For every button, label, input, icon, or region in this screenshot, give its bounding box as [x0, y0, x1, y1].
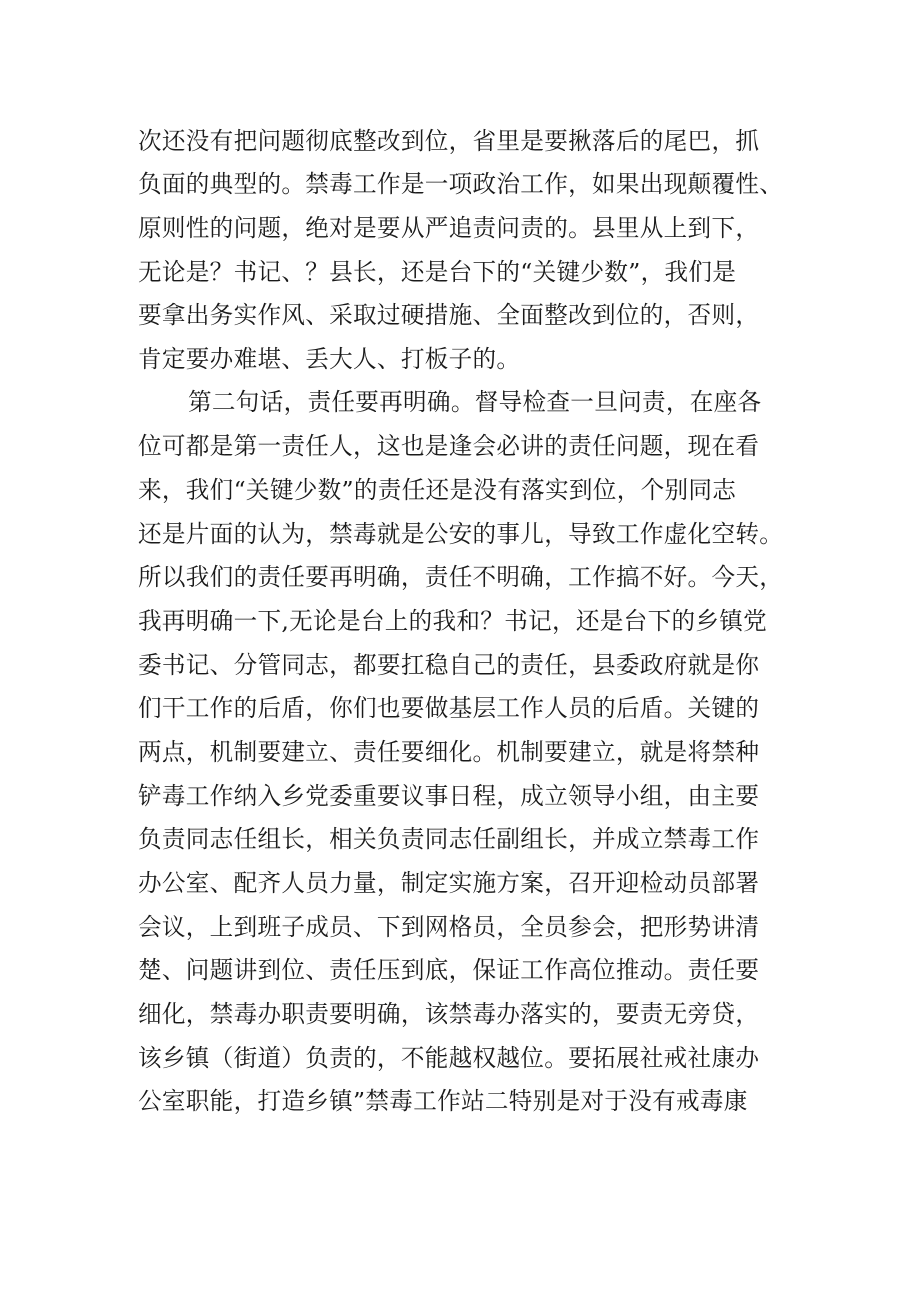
text-line: 来，我们“关键少数”的责任还是没有落实到位，个别同志	[138, 476, 737, 504]
text-line: 细化，禁毒办职责要明确，该禁毒办落实的，要责无旁贷，	[138, 1000, 760, 1028]
text-line: 次还没有把问题彻底整改到位，省里是要揪落后的尾巴，抓	[138, 127, 760, 155]
text-line: 原则性的问题，绝对是要从严追责问责的。县里从上到下，	[138, 214, 760, 242]
text-line: 位可都是第一责任人，这也是逢会必讲的责任问题，现在看	[138, 432, 760, 460]
text-line: 负面的典型的。禁毒工作是一项政治工作，如果出现颠覆性、	[138, 170, 784, 198]
text-line: 该乡镇（街道）负责的，不能越权越位。要拓展社戒社康办	[138, 1044, 760, 1072]
text-line: 委书记、分管同志，都要扛稳自己的责任，县委政府就是你	[138, 651, 760, 679]
text-line: 负责同志任组长，相关负责同志任副组长，并成立禁毒工作	[138, 825, 760, 853]
text-line: 肯定要办难堪、丢大人、打板子的。	[138, 345, 521, 373]
text-line: 会议，上到班子成员、下到网格员，全员参会，把形势讲清	[138, 913, 760, 941]
text-line: 还是片面的认为，禁毒就是公安的事儿，导致工作虚化空转。	[138, 520, 784, 548]
text-line: 我再明确一下,无论是台上的我和？书记，还是台下的乡镇党	[138, 607, 768, 635]
paragraph-first-line: 第二句话，责任要再明确。督导检查一旦问责，在座各	[188, 388, 762, 416]
text-line: 办公室、配齐人员力量，制定实施方案，召开迎检动员部署	[138, 869, 760, 897]
text-line: 们干工作的后盾，你们也要做基层工作人员的后盾。关键的	[138, 694, 760, 722]
text-line: 铲毒工作纳入乡党委重要议事日程，成立领导小组，由主要	[138, 782, 760, 810]
text-line: 两点，机制要建立、责任要细化。机制要建立，就是将禁种	[138, 738, 760, 766]
text-line: 所以我们的责任要再明确，责任不明确，工作搞不好。今天，	[138, 563, 784, 591]
text-line: 无论是？书记、？县长，还是台下的“关键少数”，我们是	[138, 258, 737, 286]
text-line: 公室职能，打造乡镇”禁毒工作站二特别是对于没有戒毒康	[138, 1087, 748, 1115]
text-line: 要拿出务实作风、采取过硬措施、全面整改到位的，否则，	[138, 301, 760, 329]
text-line: 楚、问题讲到位、责任压到底，保证工作高位推动。责任要	[138, 956, 760, 984]
